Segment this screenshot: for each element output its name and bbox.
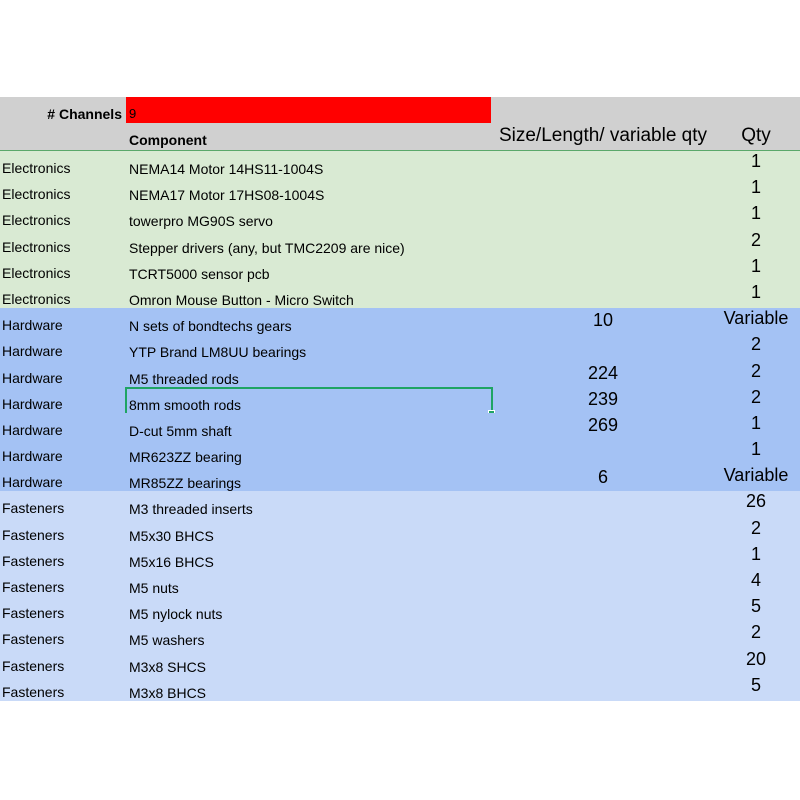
component-cell[interactable]: Omron Mouse Button - Micro Switch [129, 291, 354, 308]
table-row [0, 570, 800, 596]
category-cell[interactable]: Electronics [2, 212, 71, 229]
table-row [0, 334, 800, 360]
size-cell[interactable] [490, 546, 716, 572]
table-row [0, 230, 800, 256]
qty-cell[interactable]: 1 [750, 543, 761, 564]
channels-row [0, 97, 800, 124]
size-cell[interactable]: 6 [597, 467, 608, 488]
category-cell[interactable]: Hardware [2, 369, 63, 386]
table-row [0, 203, 800, 229]
qty-cell[interactable]: 1 [750, 151, 761, 171]
size-cell[interactable] [490, 598, 716, 624]
size-cell[interactable] [490, 258, 716, 284]
size-cell[interactable] [490, 336, 716, 362]
size-cell[interactable] [490, 153, 716, 179]
category-cell[interactable]: Fasteners [2, 579, 65, 595]
component-cell[interactable]: TCRT5000 sensor pcb [129, 265, 270, 282]
size-cell[interactable] [490, 205, 716, 231]
category-cell[interactable]: Electronics [2, 238, 71, 255]
component-header[interactable]: Component [129, 132, 207, 148]
table-row [0, 649, 800, 675]
qty-cell[interactable]: 2 [750, 229, 761, 250]
table-row [0, 675, 800, 701]
size-cell[interactable]: 224 [587, 362, 619, 383]
category-cell[interactable]: Hardware [2, 317, 63, 334]
qty-cell[interactable]: Variable [723, 465, 789, 486]
category-cell[interactable]: Hardware [2, 474, 63, 491]
qty-cell[interactable]: 26 [745, 491, 767, 512]
qty-cell[interactable]: 2 [750, 360, 761, 381]
table-row [0, 544, 800, 570]
table-row [0, 465, 800, 491]
size-cell[interactable] [490, 520, 716, 546]
table-row [0, 308, 800, 334]
category-cell[interactable]: Hardware [2, 448, 63, 465]
qty-cell[interactable]: 2 [750, 517, 761, 538]
component-cell[interactable]: M5 washers [129, 632, 205, 649]
component-cell[interactable]: M3x8 BHCS [129, 684, 207, 701]
size-cell[interactable] [490, 232, 716, 258]
spreadsheet [0, 97, 800, 701]
category-cell[interactable]: Hardware [2, 395, 63, 412]
qty-cell[interactable]: 5 [750, 674, 761, 695]
category-cell[interactable]: Fasteners [2, 657, 65, 674]
table-row [0, 491, 800, 517]
component-cell[interactable]: Stepper drivers (any, but TMC2209 are nice) [129, 239, 405, 256]
size-cell[interactable] [490, 677, 716, 703]
qty-cell[interactable]: 4 [750, 570, 761, 590]
qty-cell[interactable]: 2 [750, 334, 761, 355]
size-cell[interactable] [490, 441, 716, 467]
size-cell[interactable] [490, 651, 716, 677]
category-cell[interactable]: Electronics [2, 290, 71, 307]
qty-cell[interactable]: 1 [750, 203, 761, 224]
category-cell[interactable]: Fasteners [2, 500, 65, 517]
table-body [0, 151, 800, 701]
qty-header[interactable]: Qty [741, 125, 771, 146]
column-header-row [0, 124, 800, 151]
table-row [0, 596, 800, 622]
category-cell[interactable]: Fasteners [2, 605, 65, 622]
component-cell[interactable]: M5x16 BHCS [129, 553, 214, 570]
category-cell[interactable]: Fasteners [2, 526, 65, 543]
size-cell[interactable]: 239 [587, 388, 619, 409]
qty-cell[interactable]: 2 [750, 386, 761, 407]
component-cell[interactable]: MR623ZZ bearing [129, 449, 242, 466]
category-cell[interactable]: Hardware [2, 343, 63, 360]
category-cell[interactable]: Hardware [2, 421, 63, 438]
channels-label[interactable]: # Channels [47, 106, 122, 122]
category-cell[interactable]: Fasteners [2, 683, 65, 700]
component-cell[interactable]: N sets of bondtechs gears [129, 318, 292, 335]
component-cell[interactable]: NEMA14 Motor 14HS11-1004S [129, 161, 324, 177]
component-cell[interactable]: M5 nylock nuts [129, 606, 223, 623]
component-cell[interactable]: M3x8 SHCS [129, 658, 207, 675]
component-cell[interactable]: 8mm smooth rods [129, 396, 242, 413]
component-cell[interactable]: NEMA17 Motor 17HS08-1004S [129, 187, 325, 204]
component-cell[interactable]: M5 threaded rods [129, 370, 239, 387]
qty-cell[interactable]: 1 [750, 281, 761, 302]
category-cell[interactable]: Electronics [2, 160, 71, 176]
component-cell[interactable]: M5x30 BHCS [129, 527, 214, 544]
qty-cell[interactable]: 5 [750, 596, 761, 617]
size-cell[interactable] [490, 179, 716, 205]
size-cell[interactable] [490, 572, 716, 598]
category-cell[interactable]: Electronics [2, 186, 71, 203]
size-cell[interactable] [490, 493, 716, 519]
table-row [0, 151, 800, 177]
table-row [0, 256, 800, 282]
size-header[interactable]: Size/Length/ variable qty [498, 125, 708, 146]
size-cell[interactable]: 269 [587, 414, 619, 435]
size-cell[interactable] [490, 284, 716, 310]
table-row [0, 282, 800, 308]
qty-cell[interactable]: 1 [750, 439, 761, 460]
qty-cell[interactable]: 2 [750, 622, 761, 643]
channels-value-cell[interactable]: 9 [126, 97, 491, 123]
table-row [0, 361, 800, 387]
table-row [0, 177, 800, 203]
category-cell[interactable]: Fasteners [2, 631, 65, 648]
qty-cell[interactable]: 1 [750, 412, 761, 433]
qty-cell[interactable]: Variable [723, 308, 789, 329]
size-cell[interactable] [490, 624, 716, 650]
table-row [0, 413, 800, 439]
table-row [0, 387, 800, 413]
component-cell[interactable]: YTP Brand LM8UU bearings [129, 344, 307, 361]
table-row [0, 518, 800, 544]
component-cell[interactable]: M3 threaded inserts [129, 501, 253, 518]
qty-cell[interactable]: 1 [750, 255, 761, 276]
category-cell[interactable]: Fasteners [2, 552, 65, 569]
qty-cell[interactable]: 20 [745, 648, 767, 669]
component-cell[interactable]: towerpro MG90S servo [129, 213, 273, 230]
component-cell[interactable]: D-cut 5mm shaft [129, 422, 232, 439]
component-cell[interactable]: M5 nuts [129, 580, 179, 596]
qty-cell[interactable]: 1 [750, 177, 761, 198]
size-cell[interactable]: 10 [592, 310, 614, 331]
table-row [0, 622, 800, 648]
component-cell[interactable]: MR85ZZ bearings [129, 475, 242, 492]
category-cell[interactable]: Electronics [2, 264, 71, 281]
table-row [0, 439, 800, 465]
